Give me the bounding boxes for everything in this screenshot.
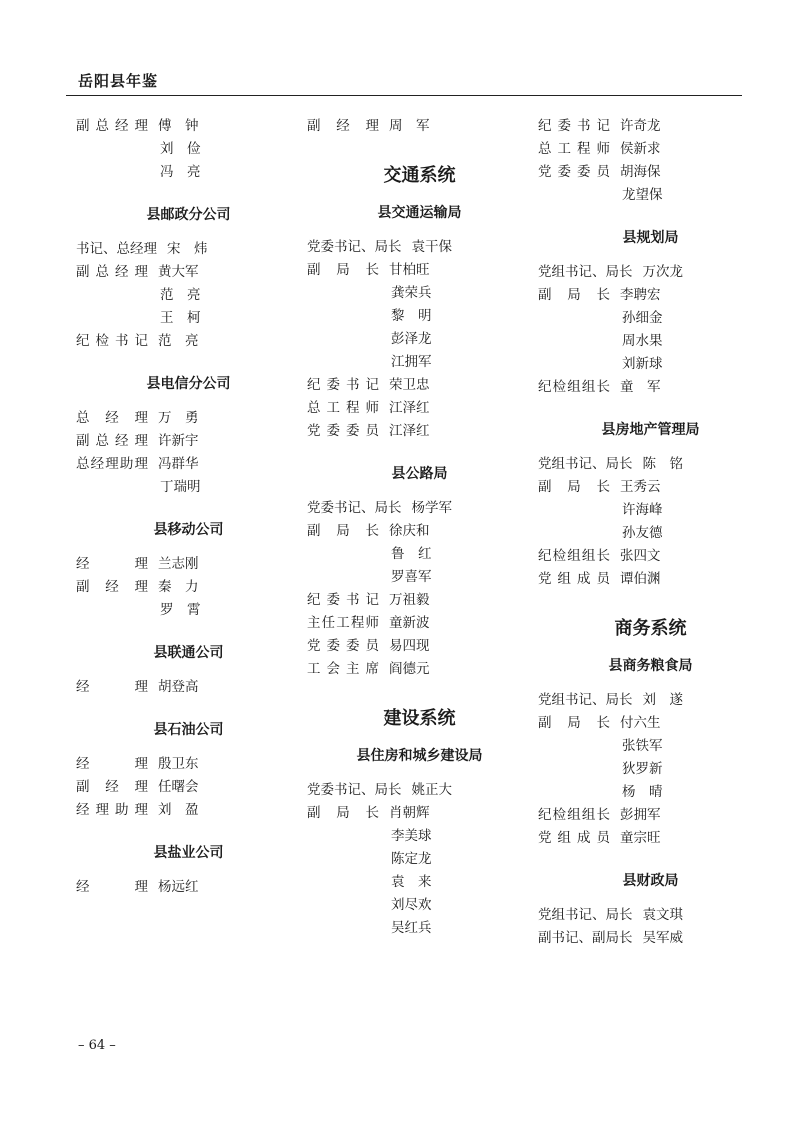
staff-row (538, 827, 763, 850)
person-name: 万 勇 (158, 410, 199, 426)
org-heading: 县公路局 (391, 466, 448, 482)
position-title: 党组书记、局长 (538, 264, 633, 280)
person-name: 丁瑞明 (160, 479, 201, 495)
staff-row (307, 779, 532, 802)
staff-row (538, 545, 763, 568)
staff-row (538, 115, 763, 138)
org-heading: 县交通运输局 (377, 205, 462, 221)
person-name: 殷卫东 (158, 756, 199, 772)
person-name: 黎 明 (391, 308, 432, 324)
person-name: 吴红兵 (391, 920, 432, 936)
position-title: 经理 (76, 556, 148, 572)
system-heading: 商务系统 (614, 618, 687, 639)
person-name: 龙望保 (622, 187, 663, 203)
person-name: 王秀云 (620, 479, 661, 495)
org-heading: 县电信分公司 (146, 376, 231, 392)
staff-row (76, 476, 301, 499)
person-name: 陈定龙 (391, 851, 432, 867)
position-title: 党组书记、局长 (538, 456, 633, 472)
staff-row (538, 476, 763, 499)
staff-row (307, 825, 532, 848)
staff-row (538, 499, 763, 522)
position-title: 纪委书记 (307, 377, 379, 393)
position-title: 主任工程师 (307, 615, 379, 631)
position-title: 副局长 (538, 287, 610, 303)
staff-row (538, 927, 763, 950)
staff-row (538, 307, 763, 330)
staff-row (307, 351, 532, 374)
person-name: 孙细金 (622, 310, 663, 326)
page-number: – 64 – (78, 1038, 116, 1053)
person-name: 任曙会 (158, 779, 199, 795)
staff-row (76, 307, 301, 330)
person-name: 童 军 (620, 379, 661, 395)
person-name: 王 柯 (160, 310, 201, 326)
person-name: 孙友德 (622, 525, 663, 541)
org-heading: 县盐业公司 (153, 845, 224, 861)
position-title: 副经理 (307, 118, 379, 134)
staff-row (307, 848, 532, 871)
position-title: 经理助理 (76, 802, 148, 818)
staff-row (538, 735, 763, 758)
staff-row (76, 553, 301, 576)
person-name: 杨学军 (411, 500, 452, 516)
person-name: 袁 来 (391, 874, 432, 890)
person-name: 张铁军 (622, 738, 663, 754)
staff-row (538, 161, 763, 184)
person-name: 周水果 (622, 333, 663, 349)
person-name: 周 军 (389, 118, 430, 134)
staff-row (538, 689, 763, 712)
person-name: 易四现 (389, 638, 430, 654)
person-name: 刘新球 (622, 356, 663, 372)
person-name: 鲁 红 (391, 546, 432, 562)
staff-row (538, 804, 763, 827)
position-title: 纪检书记 (76, 333, 148, 349)
position-title: 纪检组组长 (538, 807, 610, 823)
position-title: 党组成员 (538, 830, 610, 846)
column-middle (307, 115, 532, 940)
staff-row (307, 497, 532, 520)
person-name: 胡登高 (158, 679, 199, 695)
staff-row (76, 776, 301, 799)
position-title: 书记、总经理 (76, 241, 157, 257)
person-name: 付六生 (620, 715, 661, 731)
person-name: 狄罗新 (622, 761, 663, 777)
staff-row (307, 115, 532, 138)
position-title: 党组成员 (538, 571, 610, 587)
person-name: 姚正大 (411, 782, 452, 798)
person-name: 秦 力 (158, 579, 199, 595)
person-name: 陈 铭 (642, 456, 683, 472)
position-title: 党委书记、局长 (307, 782, 402, 798)
position-title: 副经理 (76, 579, 148, 595)
staff-row (76, 676, 301, 699)
staff-row (76, 330, 301, 353)
position-title: 纪检组组长 (538, 379, 610, 395)
person-name: 许奇龙 (620, 118, 661, 134)
person-name: 罗 霄 (160, 602, 201, 618)
person-name: 傅 钟 (158, 118, 199, 134)
staff-row (538, 758, 763, 781)
position-title: 总工程师 (538, 141, 610, 157)
person-name: 杨远红 (158, 879, 199, 895)
position-title: 党委委员 (538, 164, 610, 180)
person-name: 吴军威 (642, 930, 683, 946)
staff-row (76, 453, 301, 476)
person-name: 刘 遂 (642, 692, 683, 708)
person-name: 冯 亮 (160, 164, 201, 180)
person-name: 江拥军 (391, 354, 432, 370)
staff-row (307, 236, 532, 259)
staff-row (538, 712, 763, 735)
org-heading: 县联通公司 (153, 645, 224, 661)
staff-row (307, 658, 532, 681)
position-title: 总工程师 (307, 400, 379, 416)
position-title: 副局长 (307, 523, 379, 539)
person-name: 黄大军 (158, 264, 199, 280)
position-title: 经理 (76, 756, 148, 772)
person-name: 彭泽龙 (391, 331, 432, 347)
person-name: 刘 俭 (160, 141, 201, 157)
staff-row (307, 612, 532, 635)
org-heading: 县商务粮食局 (608, 658, 693, 674)
position-title: 纪委书记 (307, 592, 379, 608)
person-name: 兰志刚 (158, 556, 199, 572)
system-heading: 交通系统 (383, 165, 456, 186)
header-rule (66, 95, 742, 96)
staff-row (76, 876, 301, 899)
position-title: 副局长 (538, 715, 610, 731)
position-title: 纪委书记 (538, 118, 610, 134)
staff-row (538, 353, 763, 376)
person-name: 江泽红 (389, 423, 430, 439)
position-title: 纪检组组长 (538, 548, 610, 564)
system-heading: 建设系统 (383, 708, 456, 729)
position-title: 经理 (76, 679, 148, 695)
person-name: 侯新求 (620, 141, 661, 157)
staff-row (76, 138, 301, 161)
staff-row (76, 799, 301, 822)
staff-row (307, 282, 532, 305)
person-name: 甘柏旺 (389, 262, 430, 278)
staff-row (76, 284, 301, 307)
staff-row (76, 161, 301, 184)
person-name: 彭拥军 (620, 807, 661, 823)
staff-row (307, 374, 532, 397)
position-title: 副总经理 (76, 264, 148, 280)
org-heading: 县移动公司 (153, 522, 224, 538)
person-name: 许新宇 (158, 433, 199, 449)
person-name: 许海峰 (622, 502, 663, 518)
position-title: 党委委员 (307, 423, 379, 439)
position-title: 总经理助理 (76, 456, 148, 472)
staff-row (307, 566, 532, 589)
staff-row (76, 753, 301, 776)
position-title: 党委委员 (307, 638, 379, 654)
staff-row (538, 453, 763, 476)
position-title: 副局长 (307, 262, 379, 278)
person-name: 童宗旺 (620, 830, 661, 846)
position-title: 经理 (76, 879, 148, 895)
staff-row (538, 184, 763, 207)
person-name: 肖朝辉 (389, 805, 430, 821)
staff-row (76, 430, 301, 453)
staff-row (307, 543, 532, 566)
person-name: 江泽红 (389, 400, 430, 416)
staff-row (307, 397, 532, 420)
column-right (538, 115, 763, 950)
org-heading: 县规划局 (622, 230, 679, 246)
org-heading: 县石油公司 (153, 722, 224, 738)
staff-row (538, 568, 763, 591)
staff-row (307, 871, 532, 894)
running-header-title: 岳阳县年鉴 (78, 72, 159, 90)
person-name: 阎德元 (389, 661, 430, 677)
person-name: 荣卫忠 (389, 377, 430, 393)
person-name: 李美球 (391, 828, 432, 844)
staff-row (538, 330, 763, 353)
staff-row (538, 376, 763, 399)
staff-row (538, 522, 763, 545)
position-title: 党委书记、局长 (307, 500, 402, 516)
org-heading: 县财政局 (622, 873, 679, 889)
staff-row (307, 635, 532, 658)
person-name: 罗喜军 (391, 569, 432, 585)
person-name: 刘尽欢 (391, 897, 432, 913)
staff-row (307, 520, 532, 543)
person-name: 万祖毅 (389, 592, 430, 608)
staff-row (76, 576, 301, 599)
staff-row (307, 894, 532, 917)
staff-row (76, 407, 301, 430)
staff-row (538, 138, 763, 161)
staff-row (307, 328, 532, 351)
staff-row (307, 589, 532, 612)
person-name: 万次龙 (642, 264, 683, 280)
person-name: 范 亮 (158, 333, 199, 349)
person-name: 李聘宏 (620, 287, 661, 303)
position-title: 副局长 (307, 805, 379, 821)
position-title: 党委书记、局长 (307, 239, 402, 255)
person-name: 张四文 (620, 548, 661, 564)
staff-row (307, 259, 532, 282)
person-name: 冯群华 (158, 456, 199, 472)
staff-row (307, 305, 532, 328)
staff-row (76, 238, 301, 261)
position-title: 副总经理 (76, 433, 148, 449)
position-title: 副总经理 (76, 118, 148, 134)
person-name: 刘 盈 (158, 802, 199, 818)
person-name: 宋 炜 (167, 241, 208, 257)
staff-row (307, 917, 532, 940)
column-left (76, 115, 301, 899)
position-title: 工会主席 (307, 661, 379, 677)
person-name: 杨 晴 (622, 784, 663, 800)
position-title: 副书记、副局长 (538, 930, 633, 946)
person-name: 袁干保 (411, 239, 452, 255)
person-name: 徐庆和 (389, 523, 430, 539)
person-name: 谭伯渊 (620, 571, 661, 587)
staff-row (307, 420, 532, 443)
staff-row (307, 802, 532, 825)
org-heading: 县房地产管理局 (601, 422, 700, 438)
person-name: 范 亮 (160, 287, 201, 303)
position-title: 副经理 (76, 779, 148, 795)
staff-row (76, 599, 301, 622)
staff-row (76, 115, 301, 138)
staff-row (76, 261, 301, 284)
position-title: 党组书记、局长 (538, 692, 633, 708)
org-heading: 县邮政分公司 (146, 207, 231, 223)
position-title: 党组书记、局长 (538, 907, 633, 923)
staff-row (538, 284, 763, 307)
staff-row (538, 261, 763, 284)
position-title: 总经理 (76, 410, 148, 426)
person-name: 胡海保 (620, 164, 661, 180)
staff-row (538, 904, 763, 927)
staff-row (538, 781, 763, 804)
person-name: 龚荣兵 (391, 285, 432, 301)
person-name: 袁文琪 (642, 907, 683, 923)
org-heading: 县住房和城乡建设局 (356, 748, 483, 764)
position-title: 副局长 (538, 479, 610, 495)
person-name: 童新波 (389, 615, 430, 631)
